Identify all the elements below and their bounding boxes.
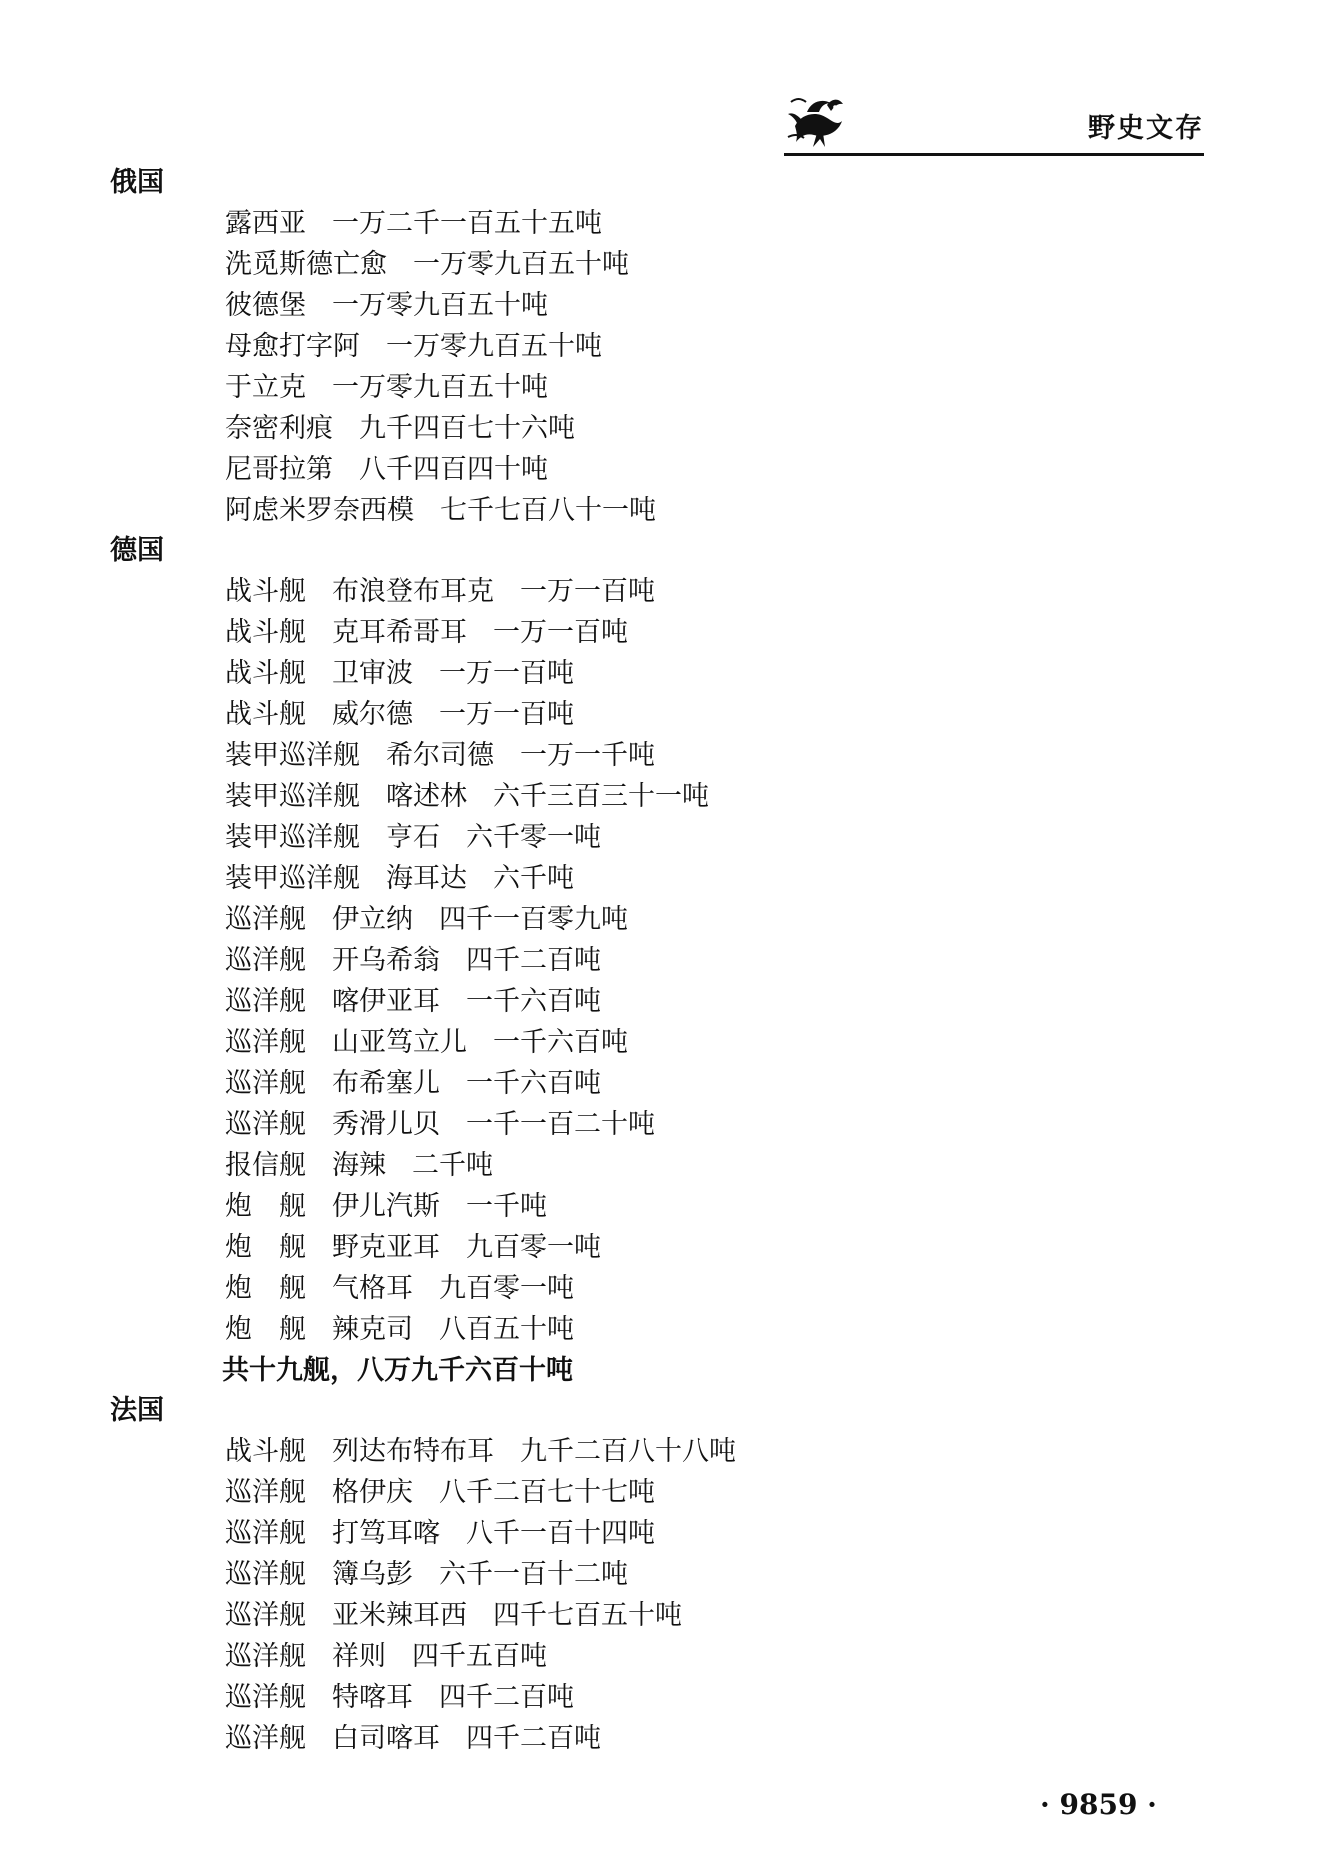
ship-entry	[110, 1554, 1190, 1595]
ship-type: 装甲巡洋舰	[225, 863, 360, 894]
ship-type: 巡洋舰	[225, 1068, 306, 1099]
series-title: 野史文存	[1088, 113, 1204, 144]
ship-name: 格伊庆	[332, 1477, 413, 1508]
ship-entry	[110, 1472, 1190, 1513]
ship-type: 巡洋舰	[225, 1518, 306, 1549]
ship-name: 簿乌彭	[332, 1559, 413, 1590]
naval-ship-list	[110, 163, 1190, 1759]
ship-entry	[110, 1431, 1190, 1472]
country-heading-france: 法国	[110, 1395, 164, 1426]
ship-type: 装甲巡洋舰	[225, 740, 360, 771]
ship-tonnage: 一万零九百五十吨	[332, 372, 548, 403]
ship-name: 海辣	[332, 1150, 386, 1181]
ship-entry	[110, 1227, 1190, 1268]
ship-type: 巡洋舰	[225, 1600, 306, 1631]
ship-entry	[110, 1595, 1190, 1636]
ship-name: 辣克司	[332, 1314, 413, 1345]
ship-tonnage: 六千零一吨	[466, 822, 601, 853]
ship-entry	[110, 285, 1190, 326]
ship-type: 战斗舰	[225, 617, 306, 648]
ship-tonnage: 九百零一吨	[466, 1232, 601, 1263]
ship-type: 巡洋舰	[225, 945, 306, 976]
ship-name: 祥则	[332, 1641, 386, 1672]
page-number: · 9859 ·	[1040, 1788, 1157, 1821]
ship-tonnage: 四千二百吨	[439, 1682, 574, 1713]
ship-type: 炮 舰	[225, 1191, 306, 1222]
ship-entry	[110, 571, 1190, 612]
ship-tonnage: 一万一百吨	[493, 617, 628, 648]
ship-type: 战斗舰	[225, 658, 306, 689]
ship-name: 伊立纳	[332, 904, 413, 935]
ship-tonnage: 四千七百五十吨	[493, 1600, 682, 1631]
ship-name: 彼德堡	[225, 290, 306, 321]
ship-tonnage: 九百零一吨	[439, 1273, 574, 1304]
ship-tonnage: 一千六百吨	[466, 986, 601, 1017]
ship-type: 巡洋舰	[225, 1682, 306, 1713]
ship-name: 特喀耳	[332, 1682, 413, 1713]
ship-tonnage: 九千二百八十八吨	[520, 1436, 736, 1467]
ship-name: 布希塞儿	[332, 1068, 440, 1099]
country-heading-germany: 德国	[110, 535, 164, 566]
ship-entry	[110, 899, 1190, 940]
ship-entry	[110, 326, 1190, 367]
ship-entry	[110, 203, 1190, 244]
ship-tonnage: 一千吨	[466, 1191, 547, 1222]
ship-entry	[110, 612, 1190, 653]
ship-name: 列达布特布耳	[332, 1436, 494, 1467]
header-divider	[784, 153, 1204, 156]
ship-name: 山亚笃立儿	[332, 1027, 467, 1058]
ship-entry	[110, 981, 1190, 1022]
ship-type: 炮 舰	[225, 1314, 306, 1345]
ship-type: 巡洋舰	[225, 1477, 306, 1508]
ship-type: 巡洋舰	[225, 904, 306, 935]
ship-name: 开乌希翁	[332, 945, 440, 976]
ship-entry	[110, 1063, 1190, 1104]
ship-entry	[110, 1677, 1190, 1718]
ship-tonnage: 一万一百吨	[439, 699, 574, 730]
ship-tonnage: 八千一百十四吨	[466, 1518, 655, 1549]
ship-type: 巡洋舰	[225, 1641, 306, 1672]
ship-name: 阿虑米罗奈西模	[225, 495, 414, 526]
ship-entry	[110, 490, 1190, 531]
ship-entry	[110, 653, 1190, 694]
ship-tonnage: 八千四百四十吨	[359, 454, 548, 485]
ship-type: 炮 舰	[225, 1273, 306, 1304]
ship-entry	[110, 817, 1190, 858]
ship-tonnage: 一万一百吨	[439, 658, 574, 689]
ship-tonnage: 八千二百七十七吨	[439, 1477, 655, 1508]
ship-type: 巡洋舰	[225, 1027, 306, 1058]
ship-type: 报信舰	[225, 1150, 306, 1181]
ship-name: 打笃耳喀	[332, 1518, 440, 1549]
ship-name: 奈密利痕	[225, 413, 333, 444]
ship-type: 巡洋舰	[225, 1723, 306, 1754]
ship-type: 战斗舰	[225, 699, 306, 730]
ship-name: 喀述林	[386, 781, 467, 812]
ship-name: 母愈打字阿	[225, 331, 360, 362]
ship-entry	[110, 1104, 1190, 1145]
ship-name: 威尔德	[332, 699, 413, 730]
ship-entry	[110, 776, 1190, 817]
ship-tonnage: 四千二百吨	[466, 1723, 601, 1754]
ship-name: 尼哥拉第	[225, 454, 333, 485]
ship-tonnage: 六千三百三十一吨	[493, 781, 709, 812]
ship-name: 洗觅斯德亡愈	[225, 249, 387, 280]
ship-name: 卫审波	[332, 658, 413, 689]
ship-name: 秀滑儿贝	[332, 1109, 440, 1140]
ship-tonnage: 六千吨	[493, 863, 574, 894]
ship-name: 于立克	[225, 372, 306, 403]
ship-tonnage: 八百五十吨	[439, 1314, 574, 1345]
ship-name: 海耳达	[386, 863, 467, 894]
ship-tonnage: 一万零九百五十吨	[413, 249, 629, 280]
ship-entry	[110, 1513, 1190, 1554]
ship-name: 布浪登布耳克	[332, 576, 494, 607]
ship-entry	[110, 858, 1190, 899]
germany-fleet-summary: 共十九舰，八万九千六百十吨	[222, 1355, 573, 1386]
ship-tonnage: 四千二百吨	[466, 945, 601, 976]
ship-name: 露西亚	[225, 208, 306, 239]
ship-name: 亨石	[386, 822, 440, 853]
ship-type: 巡洋舰	[225, 986, 306, 1017]
ship-entry	[110, 1309, 1190, 1350]
ship-tonnage: 二千吨	[412, 1150, 493, 1181]
ship-tonnage: 一万零九百五十吨	[332, 290, 548, 321]
ship-entry	[110, 735, 1190, 776]
ship-tonnage: 一万二千一百五十五吨	[332, 208, 602, 239]
country-heading-russia: 俄国	[110, 167, 164, 198]
ship-tonnage: 一万零九百五十吨	[386, 331, 602, 362]
ship-entry	[110, 1186, 1190, 1227]
ship-type: 巡洋舰	[225, 1559, 306, 1590]
ship-entry	[110, 1022, 1190, 1063]
ship-type: 战斗舰	[225, 1436, 306, 1467]
ship-tonnage: 六千一百十二吨	[439, 1559, 628, 1590]
ship-entry	[110, 449, 1190, 490]
ship-tonnage: 四千一百零九吨	[439, 904, 628, 935]
ship-type: 炮 舰	[225, 1232, 306, 1263]
ship-tonnage: 七千七百八十一吨	[440, 495, 656, 526]
ship-type: 装甲巡洋舰	[225, 822, 360, 853]
ship-tonnage: 一万一百吨	[520, 576, 655, 607]
dragon-emblem-icon	[784, 90, 848, 150]
ship-name: 白司喀耳	[332, 1723, 440, 1754]
ship-entry	[110, 940, 1190, 981]
ship-name: 伊儿汽斯	[332, 1191, 440, 1222]
page-header	[784, 90, 1204, 156]
ship-entry	[110, 1268, 1190, 1309]
ship-entry	[110, 1718, 1190, 1759]
ship-entry	[110, 1145, 1190, 1186]
ship-name: 喀伊亚耳	[332, 986, 440, 1017]
ship-tonnage: 一万一千吨	[520, 740, 655, 771]
ship-entry	[110, 367, 1190, 408]
ship-tonnage: 一千六百吨	[493, 1027, 628, 1058]
ship-type: 装甲巡洋舰	[225, 781, 360, 812]
ship-tonnage: 一千六百吨	[466, 1068, 601, 1099]
ship-type: 战斗舰	[225, 576, 306, 607]
ship-type: 巡洋舰	[225, 1109, 306, 1140]
ship-name: 希尔司德	[386, 740, 494, 771]
ship-entry	[110, 694, 1190, 735]
ship-entry	[110, 408, 1190, 449]
ship-tonnage: 一千一百二十吨	[466, 1109, 655, 1140]
ship-name: 野克亚耳	[332, 1232, 440, 1263]
ship-entry	[110, 1636, 1190, 1677]
ship-entry	[110, 244, 1190, 285]
ship-tonnage: 九千四百七十六吨	[359, 413, 575, 444]
ship-tonnage: 四千五百吨	[412, 1641, 547, 1672]
ship-name: 克耳希哥耳	[332, 617, 467, 648]
ship-name: 气格耳	[332, 1273, 413, 1304]
ship-name: 亚米辣耳西	[332, 1600, 467, 1631]
